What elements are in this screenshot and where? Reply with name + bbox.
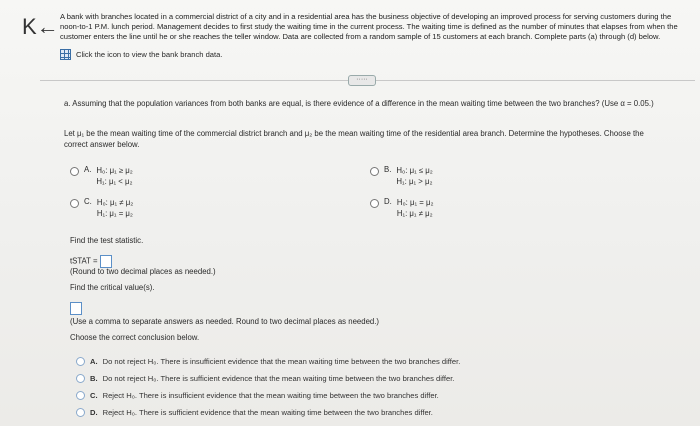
option-letter: C.: [90, 391, 98, 400]
option-letter: D.: [90, 408, 98, 417]
radio-button[interactable]: [76, 391, 85, 400]
bank-link-label: Click the icon to view the bank branch data.: [76, 50, 223, 59]
alt-hypothesis: H₁: μ₁ = μ₂: [96, 209, 133, 218]
null-hypothesis: H₀: μ₁ ≤ μ₂: [396, 166, 433, 175]
option-text: Reject H₀. There is sufficient evidence that the mean waiting time between the two branches differ.: [102, 408, 433, 417]
critical-value-input[interactable]: [70, 302, 82, 315]
radio-button[interactable]: [76, 374, 85, 383]
hypothesis-option-b[interactable]: [370, 165, 433, 187]
back-arrow-icon[interactable]: K←: [22, 14, 59, 39]
option-letter: B.: [90, 374, 98, 383]
hypothesis-option-d[interactable]: [370, 197, 434, 219]
option-letter: B.: [384, 165, 392, 174]
option-letter: C.: [84, 197, 92, 206]
conclusion-option-d[interactable]: [76, 408, 433, 417]
alt-hypothesis: H₁: μ₁ > μ₂: [396, 177, 433, 186]
part-a-question: a. Assuming that the population variances from both banks are equal, is there evidence of a difference in the mean waiting time between the two branches? (Use α = 0.05.): [64, 99, 654, 108]
radio-button[interactable]: [76, 357, 85, 366]
option-text: Do not reject H₀. There is sufficient evidence that the mean waiting time between the two branches differ.: [102, 374, 455, 383]
critical-value-input-row: [70, 302, 82, 315]
radio-button[interactable]: [370, 199, 379, 208]
option-letter: D.: [384, 197, 392, 206]
radio-button[interactable]: [76, 408, 85, 417]
radio-button[interactable]: [370, 167, 379, 176]
bank-data-link[interactable]: [60, 49, 222, 60]
tstat-symbol: tSTAT =: [70, 256, 98, 266]
conclusion-option-c[interactable]: [76, 391, 439, 400]
alt-hypothesis: H₁: μ₁ ≠ μ₂: [396, 209, 433, 218]
critical-value-label: Find the critical value(s).: [70, 283, 155, 292]
option-text: Reject H₀. There is insufficient evidence that the mean waiting time between the two branches differ.: [102, 391, 439, 400]
comma-note: (Use a comma to separate answers as needed. Round to two decimal places as needed.): [70, 317, 380, 326]
part-a-instructions: Let μ₁ be the mean waiting time of the commercial district branch and μ₂ be the mean waiting time of the residential area branch. Determine the hypotheses. Choose the correct answer below.: [64, 129, 644, 149]
hypothesis-option-c[interactable]: [70, 197, 133, 219]
radio-button[interactable]: [70, 167, 79, 176]
null-hypothesis: H₀: μ₁ = μ₂: [396, 198, 434, 207]
conclusion-option-a[interactable]: [76, 357, 460, 366]
conclusion-option-b[interactable]: [76, 374, 454, 383]
radio-button[interactable]: [70, 199, 79, 208]
option-letter: A.: [90, 357, 98, 366]
null-hypothesis: H₀: μ₁ ≥ μ₂: [96, 166, 133, 175]
conclusion-label: Choose the correct conclusion below.: [70, 333, 200, 342]
data-table-icon[interactable]: [60, 49, 71, 60]
option-text: Do not reject H₀. There is insufficient evidence that the mean waiting time between the two branches differ.: [102, 357, 461, 366]
alt-hypothesis: H₁: μ₁ < μ₂: [96, 177, 133, 186]
round-note: (Round to two decimal places as needed.): [70, 267, 216, 276]
test-stat-label: Find the test statistic.: [70, 236, 144, 245]
null-hypothesis: H₀: μ₁ ≠ μ₂: [96, 198, 134, 207]
hypothesis-option-a[interactable]: [70, 165, 133, 187]
expand-button[interactable]: ·····: [348, 75, 376, 86]
problem-statement: A bank with branches located in a commercial district of a city and in a residential area has the business objective of developing an improved process for serving customers during the noon-to-1 P.M. lunch period. Management decides to first study the waiting time in the current process. The waiting time is defined as the number of minutes that elapses from when the customer enters the line until he or she reaches the teller window. Data are collected from a random sample of 15 customers at each branch. Complete parts (a) through (d) below.: [60, 12, 678, 41]
option-letter: A.: [84, 165, 92, 174]
